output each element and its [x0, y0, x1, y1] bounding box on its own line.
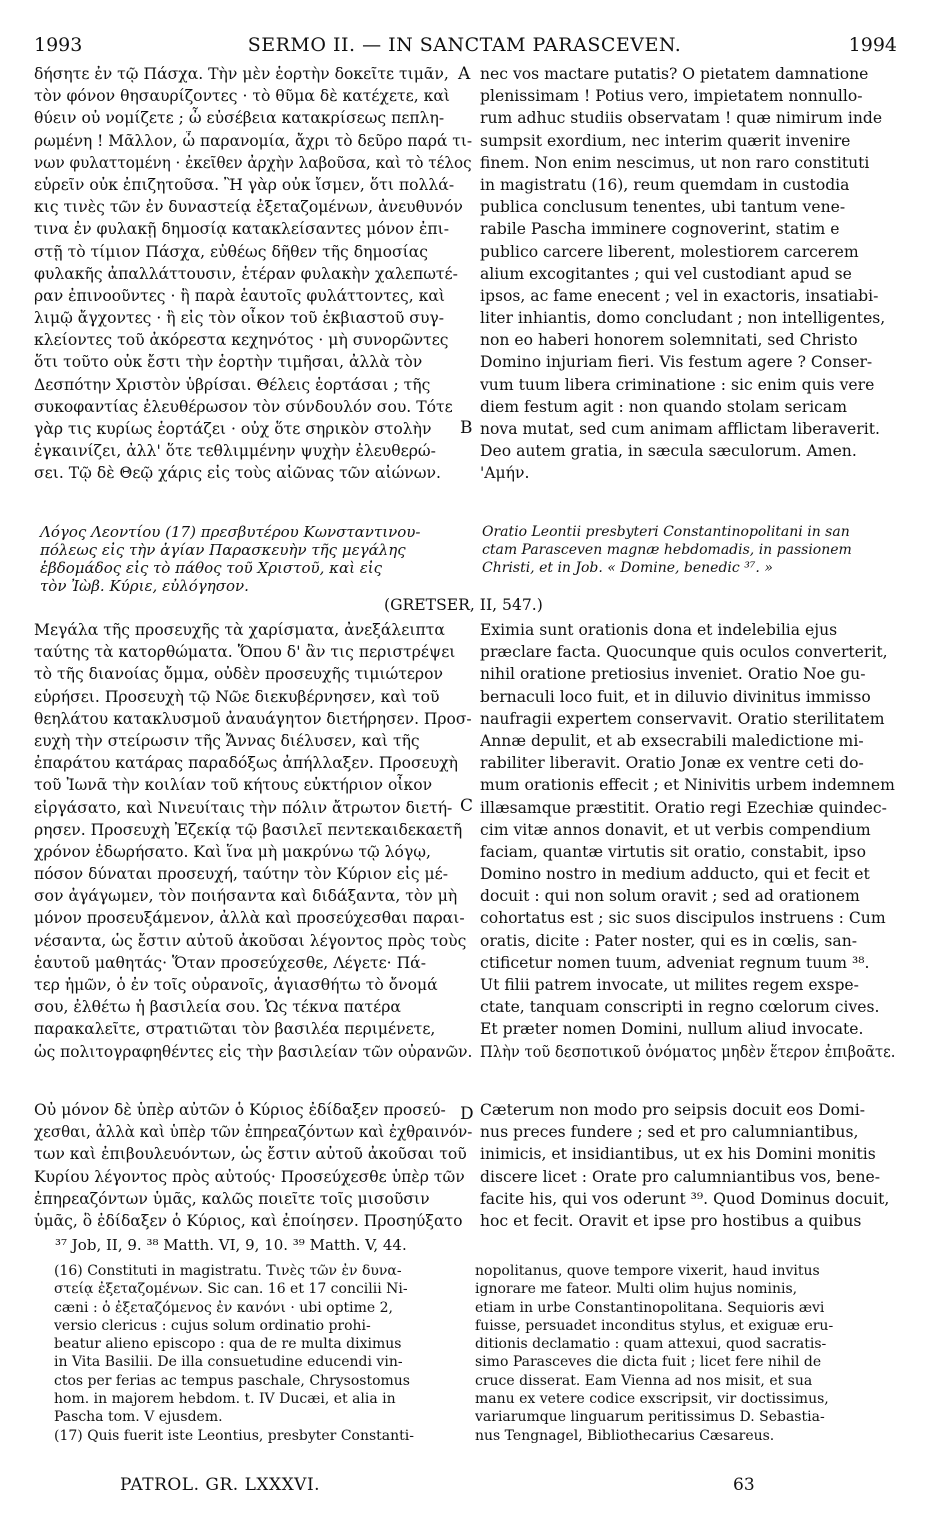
latin-line: diem festum agit : non quando stolam sericam: [480, 397, 847, 416]
greek-line: φυλακῆς ἀπαλλάττουσιν, ἑτέραν φυλακὴν χαλεπωτέ-: [34, 264, 458, 283]
greek-line: τοῦ Ἰωνᾶ τὴν κοιλίαν τοῦ κήτους εὐκτήριον οἶκον: [34, 776, 433, 795]
footnote-line: cruce disserat. Eam Vienna ad nos misit, et sua: [475, 1372, 813, 1389]
greek-line: Κυρίου λέγοντος πρὸς αὐτούς· Προσεύχεσθε ὑπὲρ τῶν: [34, 1167, 465, 1186]
page-number-left: 1993: [34, 34, 83, 56]
latin-line: Ut filii patrem invocate, ut milites regem exspe-: [480, 976, 859, 994]
greek-line: ταύτης τὰ κατορθώματα. Ὅπου δ' ἂν τις περιστρέψει: [34, 643, 456, 662]
greek-line: τὸν φόνον θησαυρίζοντες · τὸ θῦμα δὲ κατέχετε, καὶ: [34, 87, 451, 106]
latin-line: Annæ depulit, et ab exsecrabili maledictione mi-: [480, 731, 864, 750]
latin-line: facite his, qui vos oderunt ³⁹. Quod Dominus docuit,: [480, 1189, 890, 1208]
latin-line: bernaculi loco fuit, et in diluvio divinitus immisso: [480, 687, 871, 706]
latin-line: alium excogitantes ; qui vel custodiant apud se: [480, 264, 852, 283]
footnote-line: Pascha tom. V ejusdem.: [54, 1409, 223, 1426]
footnote-line: cæni : ὁ ἐξεταζόμενος ἐν κανόνι · ubi optime 2,: [54, 1299, 394, 1316]
greek-line: πόσον δύναται προσευχή, ταύτην τὸν Κύριον εἰς μέ-: [34, 865, 449, 884]
latin-line: nec vos mactare putatis? O pietatem damnatione: [480, 65, 869, 83]
greek-column-bottom: [34, 1099, 472, 1232]
greek-line: γὰρ τις κυρίως ἑορτάζει · οὐχ ὅτε σηρικὸν στολὴν: [34, 420, 432, 438]
title-latin-line: Oratio Leontii presbyteri Constantinopolitani in san: [482, 524, 850, 540]
latin-line: rabile Pascha imminere cognoverint, statim e: [480, 220, 840, 239]
greek-column-middle: [34, 619, 472, 1063]
latin-line: Domino injuriam fieri. Vis festum agere ? Conser-: [480, 353, 873, 372]
greek-line: στῇ τὸ τίμιον Πάσχα, εὐθέως δῆθεν τῆς δημοσίας: [34, 242, 429, 261]
greek-line: παρακαλεῖτε, στρατιῶται τὸν βασιλέα περιμένετε,: [34, 1020, 436, 1039]
latin-line: Cæterum non modo pro seipsis docuit eos Domi-: [480, 1101, 866, 1119]
footnote-line: ditionis declamatio : quam attexui, quod sacratis-: [475, 1336, 827, 1353]
title-greek-line: ἑβδομάδος εἰς τὸ πάθος τοῦ Χριστοῦ, καὶ εἰς: [40, 559, 383, 577]
latin-column-middle: [480, 619, 895, 1063]
footnote-line: versio clericus : cujus solum ordinatio prohi-: [54, 1317, 371, 1334]
latin-line: ctificetur nomen tuum, adveniat regnum tuum ³⁸.: [480, 953, 870, 972]
greek-line: νέσαντα, ὡς ἔστιν αὐτοῦ ἀκοῦσαι λέγοντος πρὸς τοὺς: [34, 931, 467, 950]
greek-line: τερ ἡμῶν, ὁ ἐν τοῖς οὐρανοῖς, ἁγιασθήτω τὸ ὄνομά: [34, 976, 438, 994]
greek-line: ὅτι τοῦτο οὐκ ἔστι τὴν ἑορτὴν τιμῆσαι, ἀλλὰ τὸν: [34, 353, 423, 372]
signature-number: 63: [733, 1475, 755, 1495]
sermon-title-latin: [482, 523, 892, 577]
latin-line: Et præter nomen Domini, nullum aliud invocate.: [480, 1020, 864, 1039]
latin-line: finem. Non enim nescimus, ut non raro constituti: [480, 153, 870, 172]
patrology-volume: PATROL. GR. LXXXVI.: [120, 1475, 321, 1495]
latin-line: sumpsit exordium, nec interim quærit invenire: [480, 131, 851, 150]
latin-line: inimicis, et insidiantibus, ut ex his Domini monitis: [480, 1145, 876, 1164]
greek-line: ρησεν. Προσευχὴ Ἐζεκίᾳ τῷ βασιλεῖ πεντεκαιδεκαετῆ: [34, 820, 463, 839]
greek-line: ἐγκαινίζει, ἀλλ' ὅτε τεθλιμμένην ψυχὴν ἐλευθερώ-: [34, 442, 436, 461]
latin-line: naufragii expertem conservavit. Oratio sterilitatem: [480, 709, 885, 728]
margin-letter-c: C: [460, 796, 474, 816]
title-greek-line: Λόγος Λεοντίου (17) πρεσβυτέρου Κωνσταντινου-: [40, 523, 421, 541]
latin-line: illæsamque præstitit. Oratio regi Ezechiæ quindec-: [480, 798, 887, 817]
footnote-line: etiam in urbe Constantinopolitana. Sequioris ævi: [475, 1299, 825, 1316]
footnote-line: nus Tengnagel, Bibliothecarius Cæsareus.: [475, 1427, 775, 1444]
greek-line: ευχὴ τὴν στείρωσιν τῆς Ἄννας διέλυσεν, καὶ τῆς: [34, 731, 420, 750]
latin-line: in magistratu (16), reum quemdam in custodia: [480, 175, 850, 194]
latin-line: hoc et fecit. Oravit et ipse pro hostibus a quibus: [480, 1211, 862, 1230]
latin-line: præclare facta. Quocunque quis oculos converterit,: [480, 643, 888, 662]
sermon-title-greek: [40, 523, 470, 595]
latin-line: liter inhiantis, domo concludant ; non intelligentes,: [480, 309, 886, 328]
latin-line: 'Αμήν.: [480, 464, 530, 483]
greek-line: εἰργάσατο, καὶ Νινευίταις τὴν πόλιν ἄτρωτον διετή-: [34, 798, 453, 817]
source-citation: (GRETSER, II, 547.): [384, 596, 543, 614]
footnote-line: hom. in majorem hebdom. t. IV Ducæi, et alia in: [54, 1391, 396, 1408]
latin-line: discere licet : Orate pro calumniantibus vos, bene-: [480, 1167, 881, 1186]
latin-line: rabiliter liberavit. Oratio Jonæ ex ventre ceti do-: [480, 754, 864, 773]
footnote-line: ctos per ferias ac tempus paschale, Chrysostomus: [54, 1372, 410, 1389]
latin-line: nihil oratione pretiosius inveniet. Oratio Noe gu-: [480, 665, 866, 684]
latin-line: vum tuum libera criminatione : sic enim quis vere: [480, 375, 875, 394]
greek-line: μόνον προσευξάμενον, ἀλλὰ καὶ προσεύχεσθαι παραι-: [34, 909, 465, 928]
footnote-line: ignorare me fateor. Multi olim hujus nominis,: [475, 1281, 798, 1298]
footnote-line: στείᾳ ἐξεταζομένων. Sic can. 16 et 17 concilii Ni-: [54, 1281, 408, 1298]
title-greek-line: τὸν Ἰὼβ. Κύριε, εὐλόγησον.: [40, 577, 249, 595]
greek-line: συκοφαντίας ἐλευθέρωσον τὸν σύνδουλόν σου. Τότε: [34, 397, 453, 416]
footnote-line: fuisse, persuadet inconditus stylus, et exiguæ eru-: [475, 1317, 834, 1334]
greek-line: θύειν οὐ νομίζετε ; ὦ εὐσέβεια κατακρίσεως πεπλη-: [34, 109, 445, 128]
latin-line: Domino nostro in medium adducto, qui et fecit et: [480, 865, 870, 884]
greek-line: τινα ἐν φυλακῇ δημοσίᾳ κατακλείσαντες μόνον ἐπι-: [34, 220, 450, 239]
greek-line: λιμῷ ἄγχοντες · ἢ εἰς τὸν οἶκον τοῦ ἐκβιαστοῦ συγ-: [34, 309, 445, 328]
greek-line: ρωμένη ! Μᾶλλον, ὦ παρανομία, ἄχρι τὸ δεῦρο παρά τι-: [34, 131, 472, 150]
greek-line: χεσθαι, ἀλλὰ καὶ ὑπὲρ τῶν ἐπηρεαζόντων καὶ ἐχθραινόν-: [34, 1123, 472, 1142]
greek-line: Μεγάλα τῆς προσευχῆς τὰ χαρίσματα, ἀνεξάλειπτα: [34, 621, 445, 639]
footnote-line: variarumque linguarum peritissimus D. Sebastia-: [475, 1409, 825, 1426]
greek-line: εὑρήσει. Προσευχὴ τῷ Νῶε διεκυβέρνησεν, καὶ τοῦ: [34, 687, 440, 706]
margin-letter-a: A: [458, 64, 471, 84]
footnote-line: simo Parasceves die dicta fuit ; licet fere nihil de: [475, 1354, 822, 1371]
greek-line: εὑρεῖν οὐκ ἐπιζητοῦσα. Ἢ γὰρ οὐκ ἴσμεν, ὅτι πολλά-: [34, 175, 455, 194]
greek-line: ἐπηρεαζόντων ὑμᾶς, καλῶς ποιεῖτε τοῖς μισοῦσιν: [34, 1189, 430, 1208]
greek-line: ἐπαράτου κατάρας παραδόξως ἀπήλλαξεν. Προσευχὴ: [34, 754, 458, 773]
footnotes-left: [54, 1262, 472, 1445]
margin-letter-b: B: [460, 418, 473, 438]
latin-column-top: [480, 63, 895, 485]
greek-line: κλείοντες τοῦ ἀκόρεστα κεχηνότος · μὴ συνορῶντες: [34, 331, 449, 350]
greek-line: θεηλάτου κατακλυσμοῦ ἀναυάγητον διετήρησεν. Προσ-: [34, 709, 472, 728]
footnote-line: (17) Quis fuerit iste Leontius, presbyter Constanti-: [54, 1427, 414, 1444]
title-latin-line: Christi, et in Job. « Domine, benedic ³⁷. »: [482, 560, 773, 576]
latin-line: non eo haberi honorem solemnitati, sed Christo: [480, 331, 858, 350]
running-header: [0, 30, 929, 60]
latin-line: rum adhuc studiis observatam ! quæ nimirum inde: [480, 109, 883, 128]
latin-line: ctate, tanquam conscripti in regno cœlorum cives.: [480, 998, 880, 1017]
greek-line: Δεσπότην Χριστὸν ὑβρίσαι. Θέλεις ἑορτάσαι ; τῆς: [34, 375, 431, 394]
greek-line: χρόνον ἐδωρήσατο. Καὶ ἵνα μὴ μακρύνω τῷ λόγῳ,: [34, 842, 431, 861]
greek-line: ὑμᾶς, ὃ ἐδίδαξεν ὁ Κύριος, καὶ ἐποίησεν. Προσηύξατο: [34, 1211, 463, 1230]
title-greek-line: πόλεως εἰς τὴν ἁγίαν Παρασκευὴν τῆς μεγάλης: [40, 541, 406, 559]
title-latin-line: ctam Parasceven magnæ hebdomadis, in passionem: [482, 542, 852, 558]
greek-line: κις τινὲς τῶν ἐν δυναστείᾳ ἐξεταζομένων, ἀνευθυνόν: [34, 198, 463, 217]
latin-line: faciam, quantæ virtutis sit oratio, constabit, ipso: [480, 842, 866, 861]
latin-column-bottom: [480, 1099, 895, 1232]
latin-line: nus preces fundere ; sed et pro calumniantibus,: [480, 1123, 859, 1142]
footnote-line: in Vita Basilii. De illa consuetudine educendi vin-: [54, 1354, 403, 1371]
latin-line: publico carcere liberent, molestiorem carcerem: [480, 242, 859, 261]
greek-line: τὸ τῆς διανοίας ὄμμα, οὐδὲν προσευχῆς τιμιώτερον: [34, 665, 443, 684]
latin-line: Eximia sunt orationis dona et indelebilia ejus: [480, 621, 838, 639]
latin-line: plenissimam ! Potius vero, impietatem nonnullo-: [480, 87, 863, 106]
greek-line: δήσητε ἐν τῷ Πάσχα. Τὴν μὲν ἑορτὴν δοκεῖτε τιμᾶν,: [34, 65, 449, 83]
greek-line: ραν ἐπινοοῦντες · ἢ παρὰ ἑαυτοῖς φυλάττοντες, καὶ: [34, 286, 445, 305]
greek-line: ὡς πολιτογραφηθέντες εἰς τὴν βασιλείαν τῶν οὐρανῶν.: [34, 1042, 472, 1061]
footnote-line: nopolitanus, quove tempore vixerit, haud invitus: [475, 1263, 820, 1279]
greek-line: σου, ἐλθέτω ἡ βασιλεία σου. Ὡς τέκνα πατέρα: [34, 998, 401, 1017]
greek-line: σει. Τῷ δὲ Θεῷ χάρις εἰς τοὺς αἰῶνας τῶν αἰώνων.: [34, 464, 441, 483]
footnotes-right: [475, 1262, 895, 1445]
latin-line: publica conclusum tenentes, ubi tantum vene-: [480, 198, 846, 217]
footnote-line: beatur alieno episcopo : qua de re multa diximus: [54, 1336, 402, 1353]
latin-line: oratis, dicite : Pater noster, qui es in cœlis, san-: [480, 931, 858, 950]
page-number-right: 1994: [848, 34, 897, 56]
greek-line: νων φυλαττομένη · ἐκεῖθεν ἀρχὴν λαβοῦσα, καὶ τὸ τέλος: [34, 153, 472, 172]
greek-line: σον ἀγάγωμεν, τὸν ποιήσαντα καὶ διδάξαντα, τὸν μὴ: [34, 887, 458, 906]
margin-letter-d: D: [460, 1104, 474, 1124]
greek-line: Οὐ μόνον δὲ ὑπὲρ αὐτῶν ὁ Κύριος ἐδίδαξεν προσεύ-: [34, 1101, 446, 1119]
footnote-line: manu ex vetere codice exscripsit, vir doctissimus,: [475, 1391, 829, 1408]
running-title: SERMO II. — IN SANCTAM PARASCEVEN.: [247, 34, 682, 56]
latin-line: ipsos, ac fame enecent ; vel in exactoris, insatiabi-: [480, 286, 879, 305]
greek-line: ἑαυτοῦ μαθητάς· Ὅταν προσεύχεσθε, Λέγετε· Πά-: [34, 953, 426, 972]
latin-line: cim vitæ annos donavit, et ut verbis compendium: [480, 820, 871, 839]
footnote-line: (16) Constituti in magistratu. Τινὲς τῶν ἐν δυνα-: [54, 1263, 402, 1279]
latin-line: cohortatus est ; sic suos discipulos instruens : Cum: [480, 909, 886, 928]
greek-line: των καὶ ἐπιβουλευόντων, ὡς ἔστιν αὐτοῦ ἀκοῦσαι τοῦ: [34, 1145, 467, 1164]
greek-column-top: [34, 63, 472, 485]
latin-line: Deo autem gratia, in sæcula sæculorum. Amen.: [480, 442, 857, 461]
latin-line: mum orationis effecit ; et Ninivitis urbem indemnem: [480, 776, 895, 795]
latin-line: Πλὴν τοῦ δεσποτικοῦ ὀνόματος μηδὲν ἕτερον ἐπιβοᾶτε.: [480, 1042, 895, 1061]
latin-line: nova mutat, sed cum animam afflictam liberaverit.: [480, 420, 880, 438]
scripture-references: ³⁷ Job, II, 9. ³⁸ Matth. VI, 9, 10. ³⁹ Matth. V, 44.: [55, 1236, 407, 1254]
latin-line: docuit : qui non solum oravit ; sed ad orationem: [480, 887, 860, 906]
